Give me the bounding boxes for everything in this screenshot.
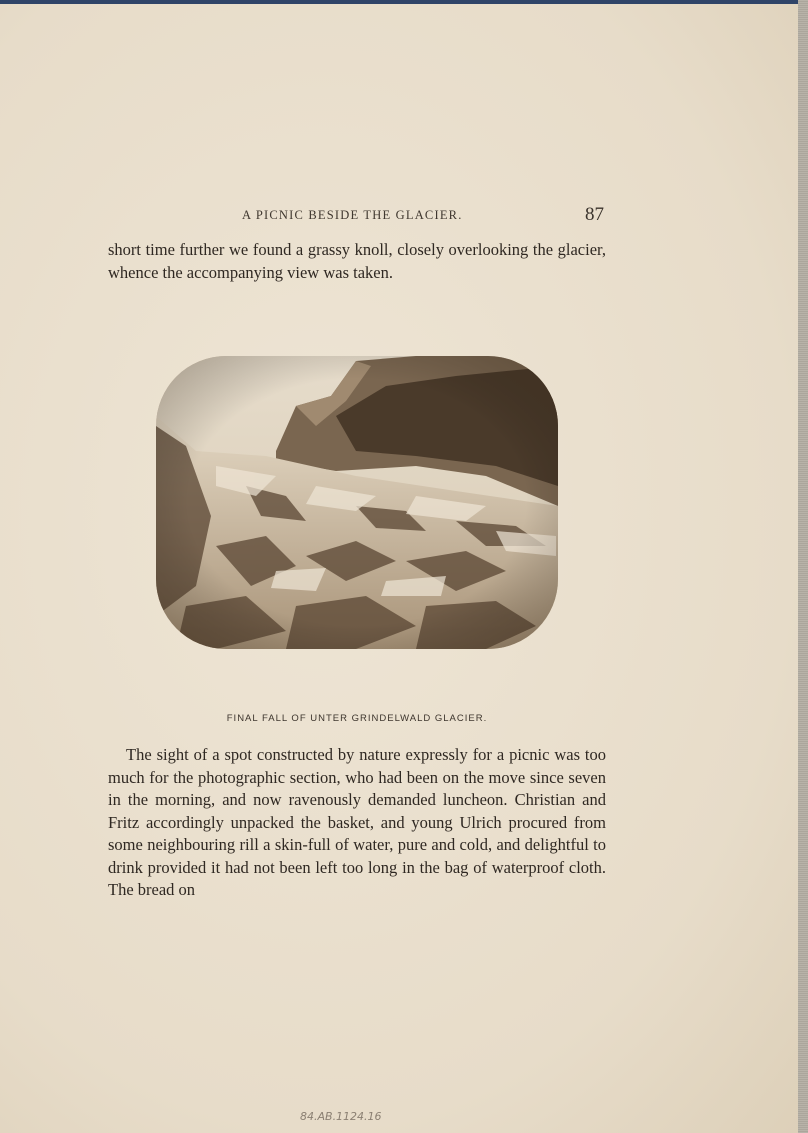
page-number: 87 bbox=[585, 204, 604, 225]
running-title: A PICNIC BESIDE THE GLACIER. bbox=[242, 208, 463, 222]
plate-caption: FINAL FALL OF UNTER GRINDELWALD GLACIER. bbox=[226, 713, 488, 724]
running-header bbox=[108, 206, 606, 228]
book-page bbox=[0, 4, 798, 1133]
book-binding-edge bbox=[798, 0, 808, 1133]
glacier-photograph bbox=[156, 356, 558, 649]
paragraph: The sight of a spot constructed by nature expressly for a picnic was too much for the photographic section, who had been on the move since seven in the morning, and now ravenously demanded luncheon. Christian and Fritz accordingly unpacked the basket, and young Ulrich procured from some neighbouring rill a skin-full of water, pure and cold, and delightful to drink provided it had not been left too long in the bag of waterproof cloth. The bread on bbox=[108, 745, 606, 899]
paragraph-continued: short time further we found a grassy knoll, closely overlooking the glacier, whence the accompanying view was taken. bbox=[108, 240, 606, 282]
handwritten-shelfmark: 84.AB.1124.16 bbox=[300, 1110, 382, 1123]
